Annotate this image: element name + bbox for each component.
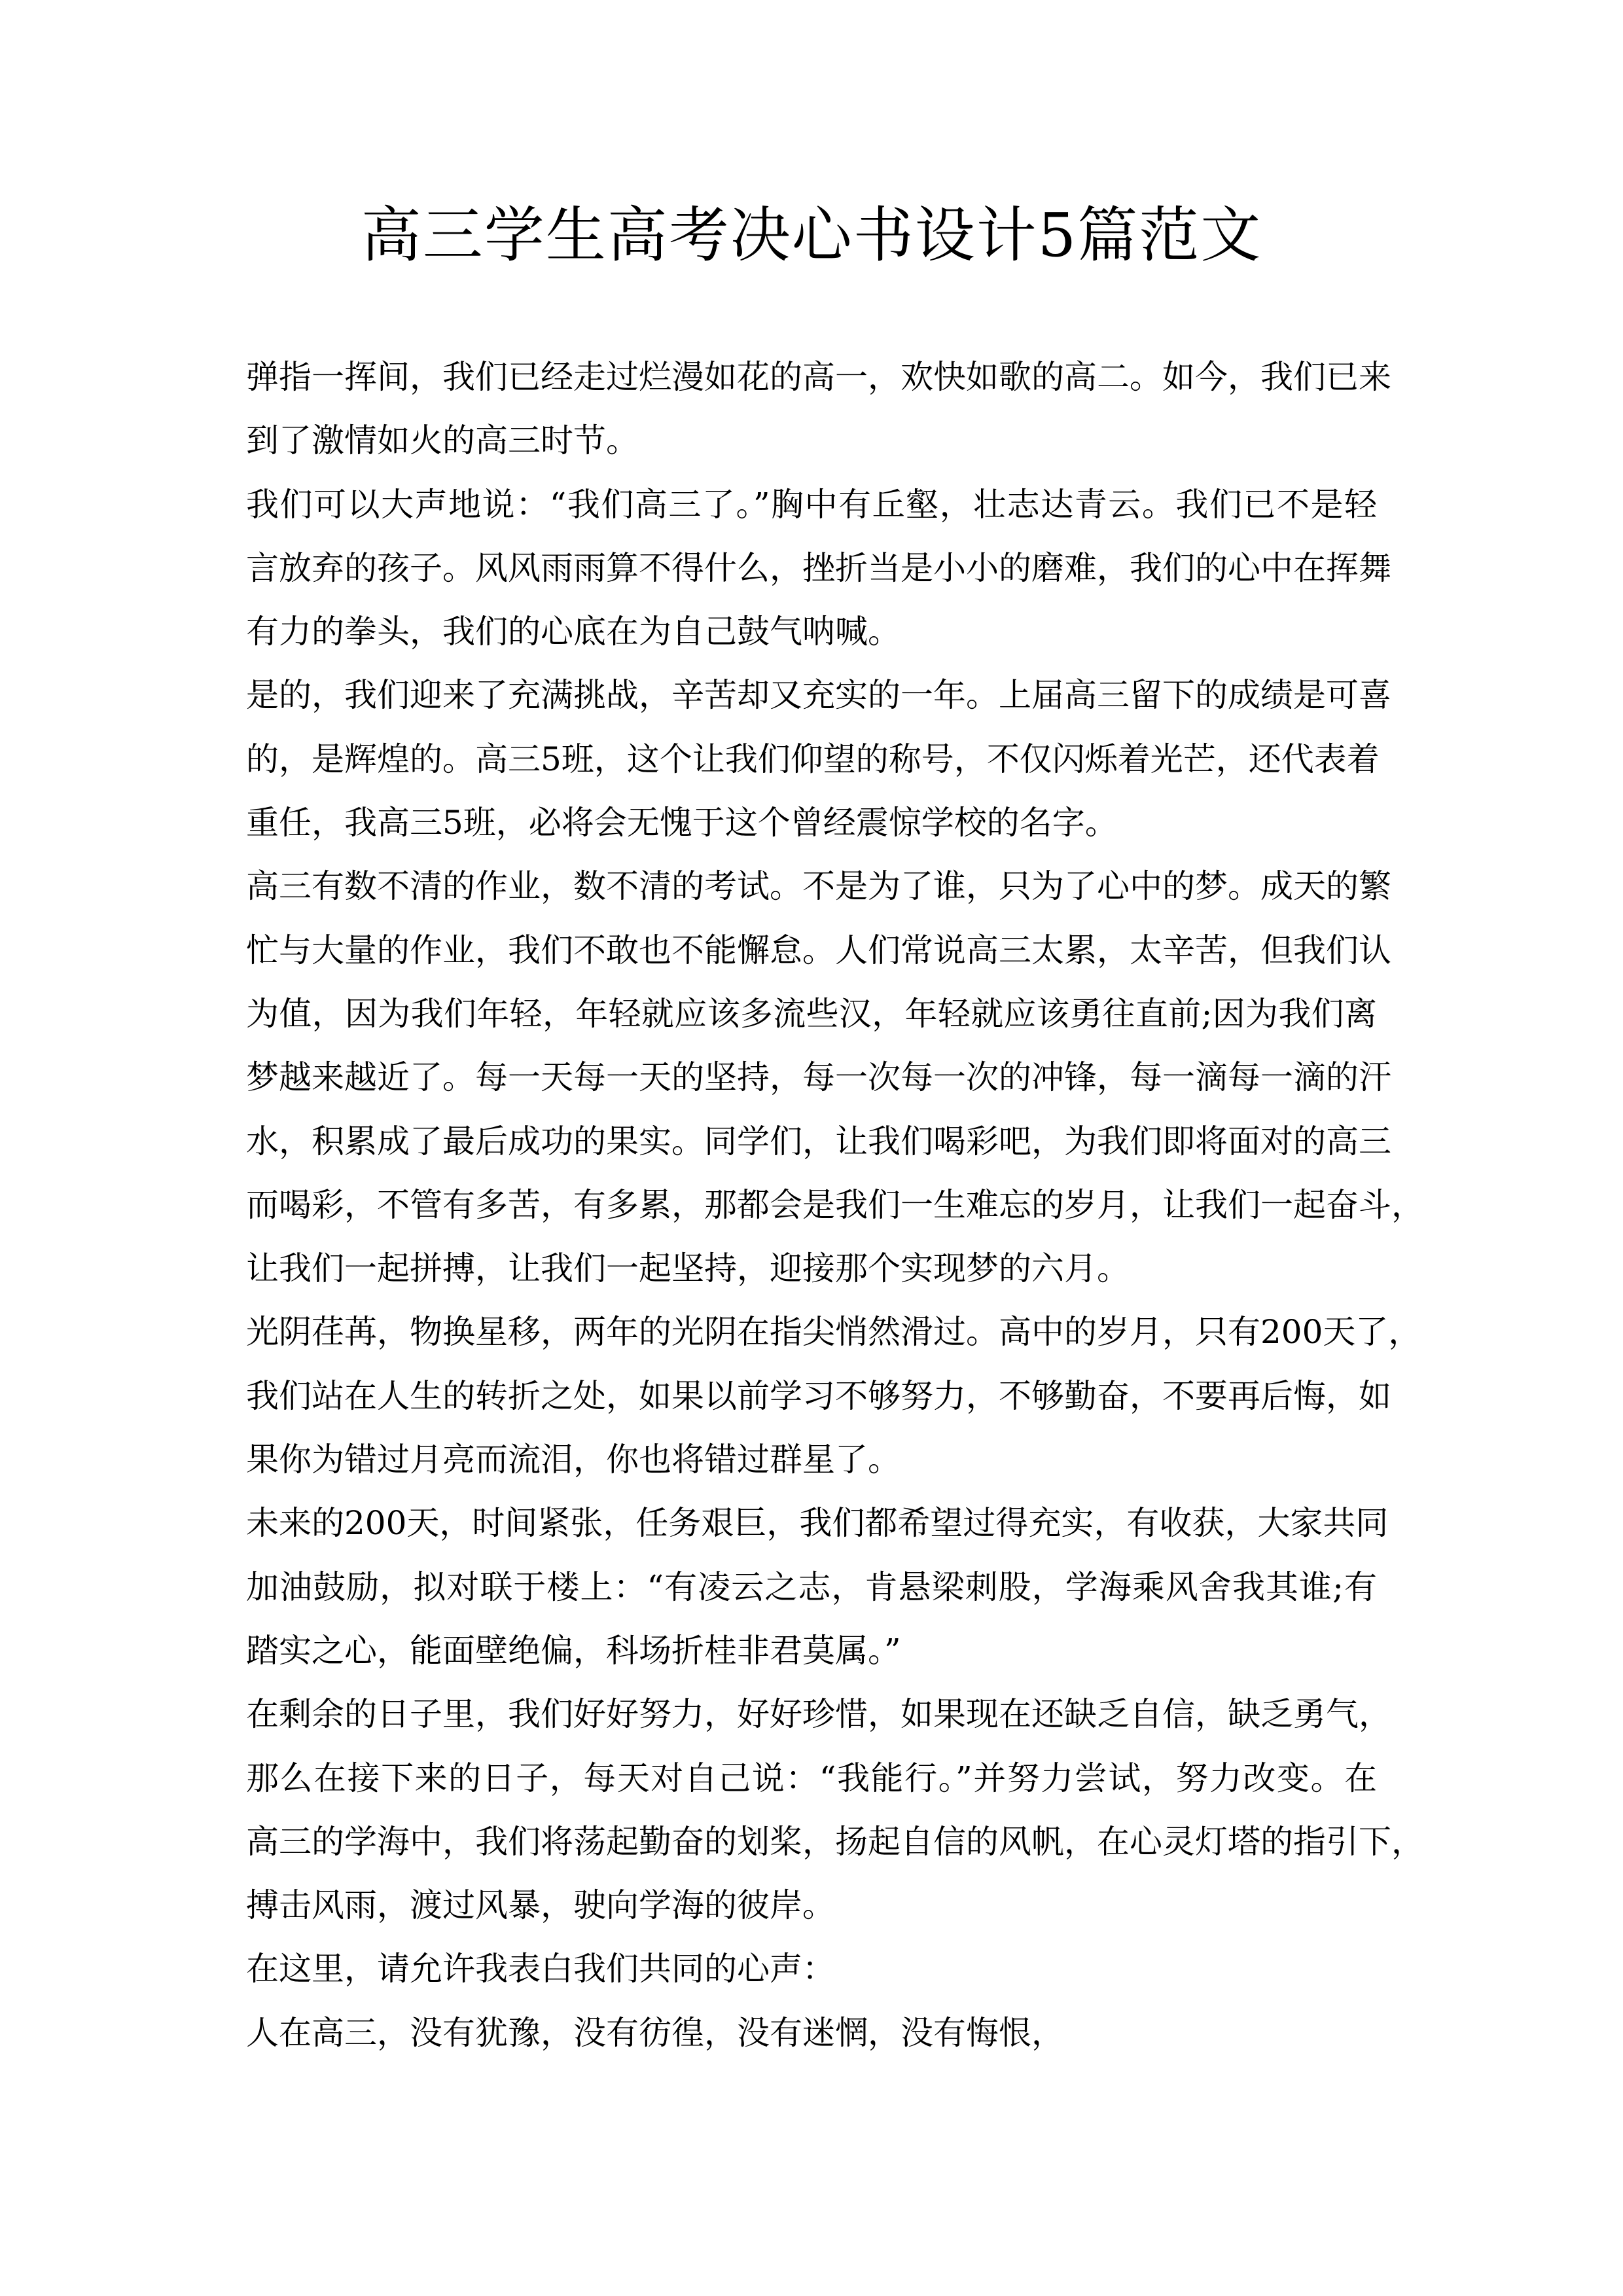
paragraph bbox=[246, 1300, 1421, 1492]
paragraph-line: 到了激情如火的高三时节。 bbox=[246, 422, 639, 460]
paragraph-line: 而喝彩，不管有多苦，有多累，那都会是我们一生难忘的岁月，让我们一起奋斗， bbox=[246, 1185, 1424, 1224]
paragraph bbox=[246, 855, 1424, 1300]
paragraph-line: 忙与大量的作业，我们不敢也不能懈怠。人们常说高三太累，太辛苦，但我们认 bbox=[246, 931, 1391, 969]
paragraph-line: 有力的拳头，我们的心底在为自己鼓气呐喊。 bbox=[246, 613, 901, 651]
document-title: 高三学生高考决心书设计5篇范文 bbox=[361, 200, 1262, 270]
paragraph bbox=[246, 1492, 1389, 1683]
paragraph bbox=[246, 346, 1391, 473]
paragraph-line: 让我们一起拼搏，让我们一起坚持，迎接那个实现梦的六月。 bbox=[246, 1249, 1130, 1288]
paragraph-line: 是的，我们迎来了充满挑战，辛苦却又充实的一年。上届高三留下的成绩是可喜 bbox=[246, 676, 1391, 715]
paragraph-line: 为值，因为我们年轻，年轻就应该多流些汉，年轻就应该勇往直前;因为我们离 bbox=[246, 994, 1377, 1033]
paragraph-line: 果你为错过月亮而流泪，你也将错过群星了。 bbox=[246, 1441, 901, 1479]
paragraph bbox=[246, 2001, 1377, 2065]
paragraph-line: 未来的200天，时间紧张，任务艰巨，我们都希望过得充实，有收获，大家共同 bbox=[246, 1504, 1389, 1543]
paragraph-line: 高三有数不清的作业，数不清的考试。不是为了谁，只为了心中的梦。成天的繁 bbox=[246, 867, 1391, 906]
paragraph-line: 加油鼓励，拟对联于楼上：“有凌云之志，肯悬梁刺股，学海乘风舍我其谁;有 bbox=[246, 1568, 1377, 1606]
paragraph-line: 水，积累成了最后成功的果实。同学们，让我们喝彩吧，为我们即将面对的高三 bbox=[246, 1122, 1391, 1160]
document-body bbox=[246, 346, 1424, 2065]
paragraph-line: 人在高三，没有犹豫，没有彷徨，没有迷惘，没有悔恨， bbox=[246, 2013, 1064, 2052]
paragraph bbox=[246, 664, 1391, 855]
paragraph-line: 我们可以大声地说：“我们高三了。”胸中有丘壑，壮志达青云。我们已不是轻 bbox=[246, 485, 1377, 524]
paragraph-line: 光阴荏苒，物换星移，两年的光阴在指尖悄然滑过。高中的岁月，只有200天了， bbox=[246, 1313, 1421, 1352]
paragraph-line: 踏实之心，能面壁绝偏，科场折桂非君莫属。” bbox=[246, 1631, 901, 1670]
paragraph-line: 在剩余的日子里，我们好好努力，好好珍惜，如果现在还缺乏自信，缺乏勇气， bbox=[246, 1695, 1391, 1734]
paragraph-line: 重任，我高三5班，必将会无愧于这个曾经震惊学校的名字。 bbox=[246, 804, 1118, 842]
paragraph-line: 那么在接下来的日子，每天对自己说：“我能行。”并努力尝试，努力改变。在 bbox=[246, 1759, 1377, 1797]
paragraph-line: 言放弃的孩子。风风雨雨算不得什么，挫折当是小小的磨难，我们的心中在挥舞 bbox=[246, 548, 1391, 587]
paragraph-line: 在这里，请允许我表白我们共同的心声： bbox=[246, 1950, 835, 1988]
paragraph-line: 弹指一挥间，我们已经走过烂漫如花的高一，欢快如歌的高二。如今，我们已来 bbox=[246, 358, 1391, 396]
paragraph-line: 我们站在人生的转折之处，如果以前学习不够努力，不够勤奋，不要再后悔，如 bbox=[246, 1376, 1391, 1415]
paragraph-line: 梦越来越近了。每一天每一天的坚持，每一次每一次的冲锋，每一滴每一滴的汗 bbox=[246, 1058, 1391, 1097]
paragraph bbox=[246, 1937, 1377, 2001]
paragraph-line: 高三的学海中，我们将荡起勤奋的划桨，扬起自信的风帆，在心灵灯塔的指引下， bbox=[246, 1822, 1424, 1861]
paragraph-line: 搏击风雨，渡过风暴，驶向学海的彼岸。 bbox=[246, 1886, 835, 1925]
paragraph bbox=[246, 1683, 1424, 1937]
paragraph bbox=[246, 473, 1391, 664]
paragraph-line: 的，是辉煌的。高三5班，这个让我们仰望的称号，不仅闪烁着光芒，还代表着 bbox=[246, 740, 1380, 778]
